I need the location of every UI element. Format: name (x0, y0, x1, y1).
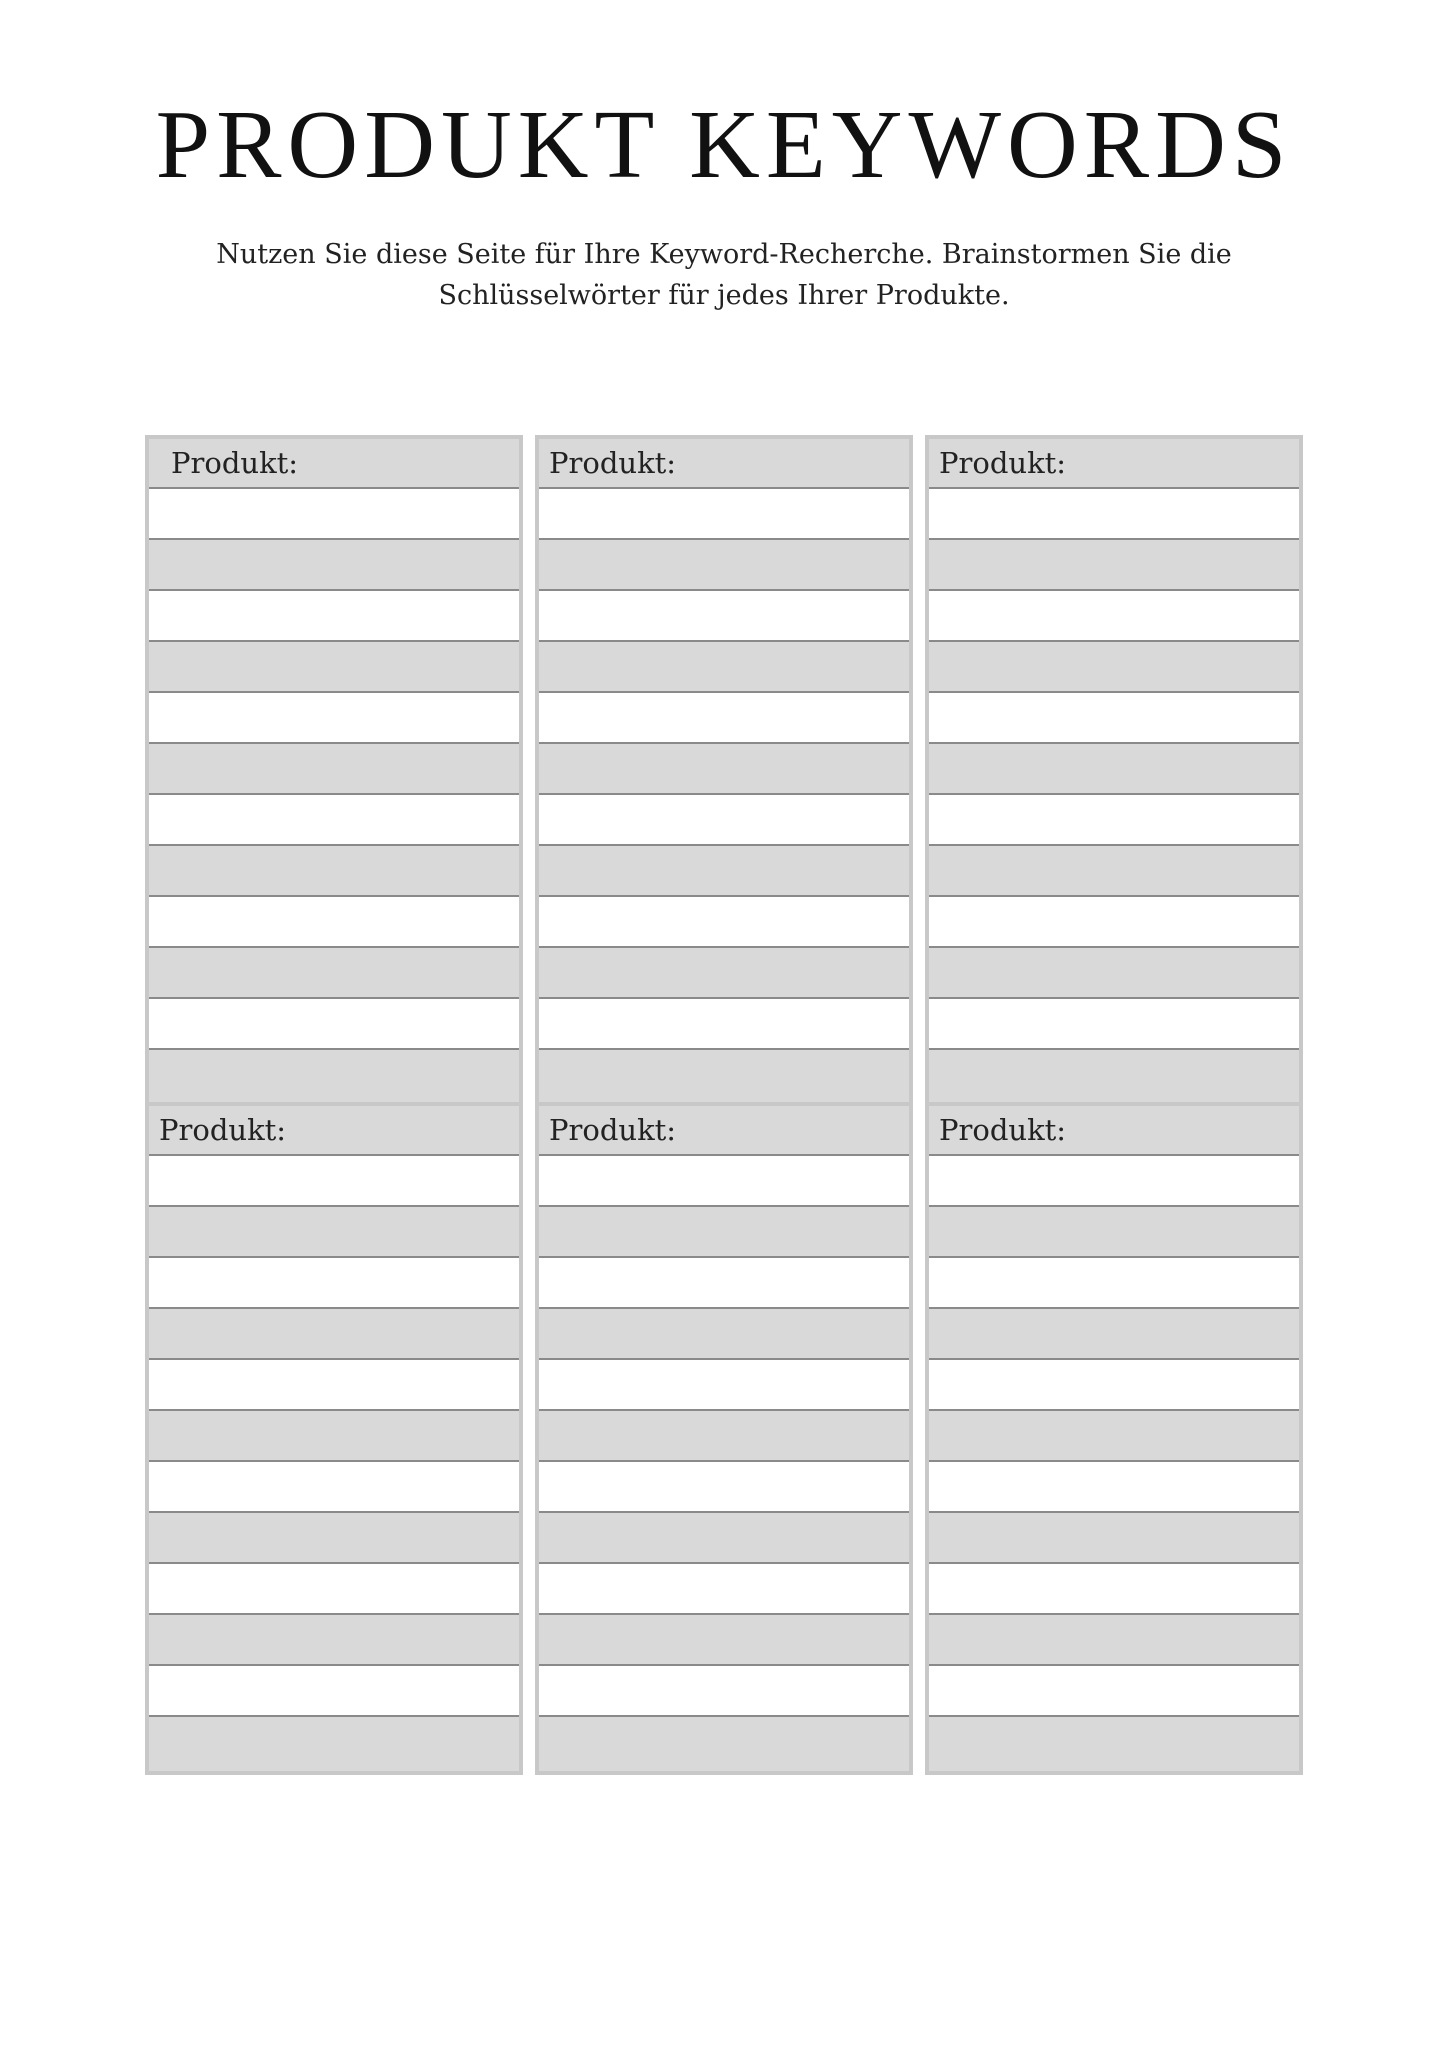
keyword-row[interactable] (929, 1411, 1299, 1462)
keyword-row[interactable] (149, 1411, 519, 1462)
keyword-row[interactable] (539, 1360, 909, 1411)
keyword-row[interactable] (539, 1309, 909, 1360)
keyword-row[interactable] (149, 1360, 519, 1411)
keyword-row[interactable] (929, 1156, 1299, 1207)
keyword-row[interactable] (929, 897, 1299, 948)
keyword-row[interactable] (539, 1615, 909, 1666)
keyword-row[interactable] (149, 1207, 519, 1258)
keyword-table-4 (145, 1102, 523, 1775)
intro-line-1: Nutzen Sie diese Seite für Ihre Keyword-Recherche. Brainstormen Sie die (216, 239, 1232, 270)
table-header[interactable]: Produkt: (149, 439, 519, 489)
keyword-row[interactable] (149, 1615, 519, 1666)
keyword-row[interactable] (929, 540, 1299, 591)
table-header[interactable]: Produkt: (539, 1106, 909, 1156)
keyword-row[interactable] (539, 693, 909, 744)
keyword-row[interactable] (149, 999, 519, 1050)
keyword-row[interactable] (149, 642, 519, 693)
keyword-row[interactable] (149, 1050, 519, 1104)
table-header[interactable]: Produkt: (929, 439, 1299, 489)
keyword-row[interactable] (149, 897, 519, 948)
keyword-table-2 (535, 435, 913, 1108)
keyword-row[interactable] (929, 1666, 1299, 1717)
keyword-row[interactable] (929, 1050, 1299, 1104)
keyword-row[interactable] (539, 999, 909, 1050)
keyword-row[interactable] (929, 1513, 1299, 1564)
keyword-row[interactable] (149, 1462, 519, 1513)
keyword-row[interactable] (929, 1360, 1299, 1411)
keyword-row[interactable] (149, 1156, 519, 1207)
keyword-row[interactable] (929, 846, 1299, 897)
keyword-row[interactable] (539, 1411, 909, 1462)
keyword-row[interactable] (149, 1258, 519, 1309)
keyword-row[interactable] (929, 999, 1299, 1050)
keyword-row[interactable] (539, 744, 909, 795)
keyword-row[interactable] (539, 642, 909, 693)
keyword-table-5 (535, 1102, 913, 1775)
table-header[interactable]: Produkt: (149, 1106, 519, 1156)
table-header[interactable]: Produkt: (539, 439, 909, 489)
keyword-row[interactable] (149, 1666, 519, 1717)
keyword-row[interactable] (539, 1156, 909, 1207)
keyword-row[interactable] (539, 795, 909, 846)
keyword-row[interactable] (929, 1564, 1299, 1615)
keyword-row[interactable] (149, 540, 519, 591)
keyword-row[interactable] (539, 1207, 909, 1258)
keyword-row[interactable] (929, 1615, 1299, 1666)
keyword-row[interactable] (539, 1666, 909, 1717)
keyword-row[interactable] (149, 1309, 519, 1360)
keyword-row[interactable] (539, 948, 909, 999)
keyword-row[interactable] (539, 1258, 909, 1309)
keyword-row[interactable] (929, 642, 1299, 693)
keyword-table-3 (925, 435, 1303, 1108)
table-header[interactable]: Produkt: (929, 1106, 1299, 1156)
keyword-row[interactable] (149, 1717, 519, 1771)
keyword-row[interactable] (149, 1564, 519, 1615)
keyword-row[interactable] (149, 795, 519, 846)
intro-text (0, 234, 1448, 316)
keyword-row[interactable] (149, 744, 519, 795)
keyword-row[interactable] (929, 693, 1299, 744)
keyword-row[interactable] (539, 1462, 909, 1513)
keyword-row[interactable] (929, 1309, 1299, 1360)
keyword-row[interactable] (929, 948, 1299, 999)
keyword-row[interactable] (539, 1564, 909, 1615)
keyword-row[interactable] (929, 1462, 1299, 1513)
keyword-row[interactable] (929, 744, 1299, 795)
keyword-row[interactable] (539, 540, 909, 591)
keyword-row[interactable] (929, 1207, 1299, 1258)
keyword-row[interactable] (929, 795, 1299, 846)
keyword-row[interactable] (539, 591, 909, 642)
keyword-row[interactable] (539, 846, 909, 897)
keyword-row[interactable] (539, 489, 909, 540)
intro-line-2: Schlüsselwörter für jedes Ihrer Produkte. (438, 280, 1010, 311)
keyword-table-1 (145, 435, 523, 1108)
keyword-tables-bottom-row (145, 1102, 1305, 1775)
keyword-row[interactable] (149, 591, 519, 642)
keyword-row[interactable] (149, 693, 519, 744)
keyword-row[interactable] (929, 591, 1299, 642)
keyword-row[interactable] (149, 489, 519, 540)
keyword-row[interactable] (929, 489, 1299, 540)
page-title: PRODUKT KEYWORDS (155, 91, 1293, 199)
keyword-row[interactable] (539, 1513, 909, 1564)
keyword-row[interactable] (929, 1717, 1299, 1771)
keyword-table-6 (925, 1102, 1303, 1775)
keyword-tables-top-row (145, 435, 1305, 1108)
keyword-row[interactable] (149, 1513, 519, 1564)
keyword-row[interactable] (539, 1717, 909, 1771)
keyword-row[interactable] (539, 1050, 909, 1104)
keyword-row[interactable] (539, 897, 909, 948)
keyword-row[interactable] (149, 846, 519, 897)
keyword-row[interactable] (149, 948, 519, 999)
keyword-row[interactable] (929, 1258, 1299, 1309)
